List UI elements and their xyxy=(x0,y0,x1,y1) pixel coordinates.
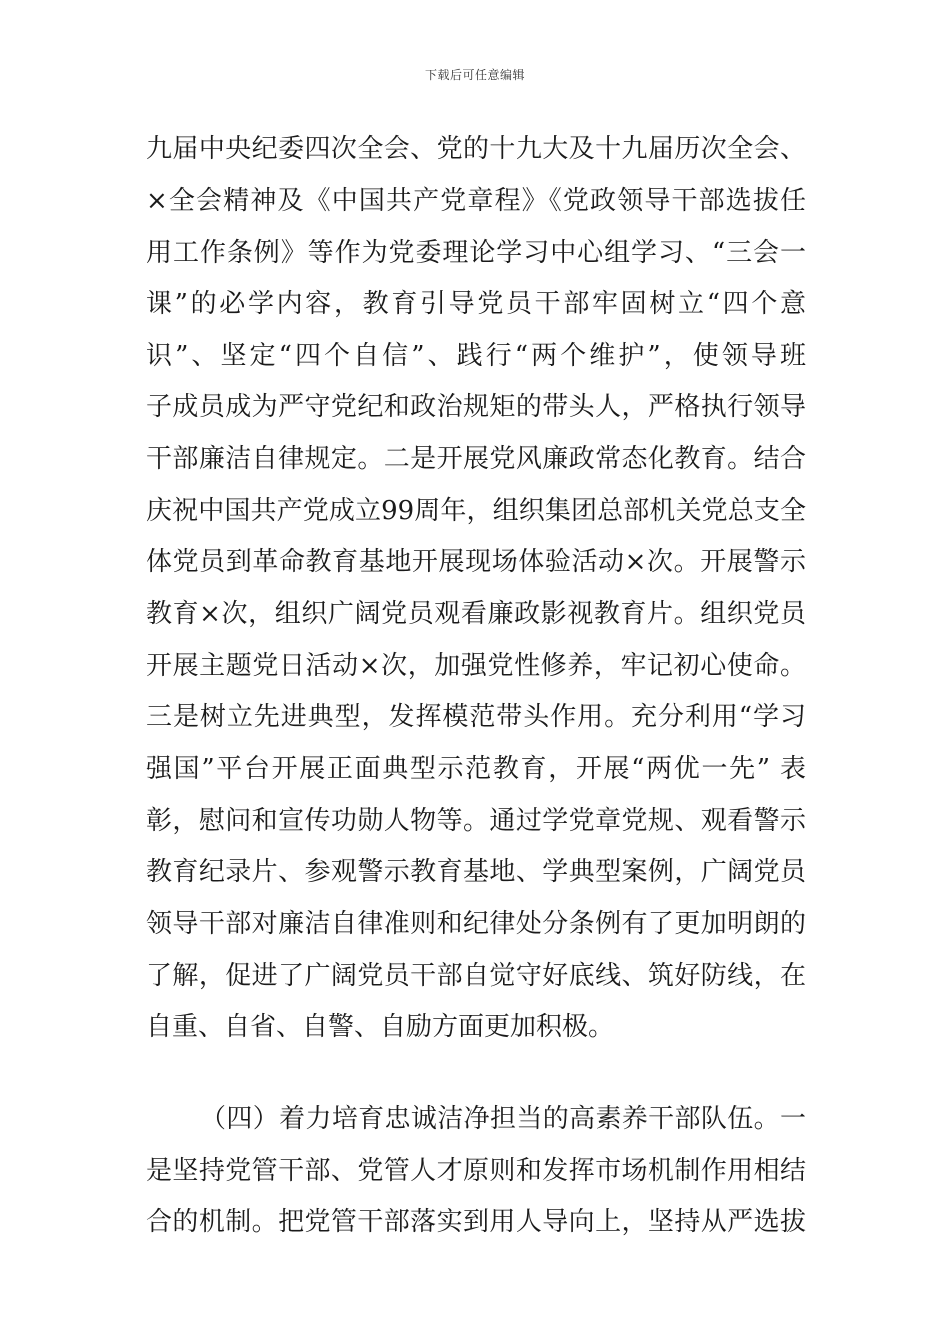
text-line: 识”、坚定“四个自信”、践行“两个维护”，使领导班 xyxy=(146,341,806,371)
text-line: 教育纪录片、参观警示教育基地、学典型案例，广阔党员 xyxy=(146,857,806,887)
text-line: （四）着力培育忠诚洁净担当的高素养干部队伍。一 xyxy=(200,1104,806,1134)
text-line: 强国”平台开展正面典型示范教育，开展“两优一先” 表 xyxy=(146,754,806,784)
text-line: 教育×次，组织广阔党员观看廉政影视教育片。组织党员 xyxy=(146,599,806,629)
text-line: 三是树立先进典型，发挥模范带头作用。充分利用“学习 xyxy=(146,702,806,732)
text-line: 自重、自省、自警、自励方面更加积极。 xyxy=(146,1012,615,1042)
text-line: 用工作条例》等作为党委理论学习中心组学习、“三会一 xyxy=(146,238,806,268)
text-line: 开展主题党日活动×次，加强党性修养，牢记初心使命。 xyxy=(146,651,806,681)
text-line: 领导干部对廉洁自律准则和纪律处分条例有了更加明朗的 xyxy=(146,909,806,939)
text-line: 彰，慰问和宣传功勋人物等。通过学党章党规、观看警示 xyxy=(146,806,806,836)
text-line: 子成员成为严守党纪和政治规矩的带头人，严格执行领导 xyxy=(146,392,806,422)
text-line: 庆祝中国共产党成立99周年，组织集团总部机关党总支全 xyxy=(146,496,806,526)
text-line: 九届中央纪委四次全会、党的十九大及十九届历次全会、 xyxy=(146,134,806,164)
text-line: 体党员到革命教育基地开展现场体验活动×次。开展警示 xyxy=(146,547,806,577)
text-line: 干部廉洁自律规定。二是开展党风廉政常态化教育。结合 xyxy=(146,444,806,474)
text-line: 是坚持党管干部、党管人才原则和发挥市场机制作用相结 xyxy=(146,1156,806,1186)
text-line: 合的机制。把党管干部落实到用人导向上，坚持从严选拔 xyxy=(146,1207,806,1237)
text-line: 了解，促进了广阔党员干部自觉守好底线、筑好防线，在 xyxy=(146,961,806,991)
page-header: 下载后可任意编辑 xyxy=(424,68,525,82)
text-line: ×全会精神及《中国共产党章程》《党政领导干部选拔任 xyxy=(146,186,806,216)
text-line: 课”的必学内容，教育引导党员干部牢固树立“四个意 xyxy=(146,289,806,319)
